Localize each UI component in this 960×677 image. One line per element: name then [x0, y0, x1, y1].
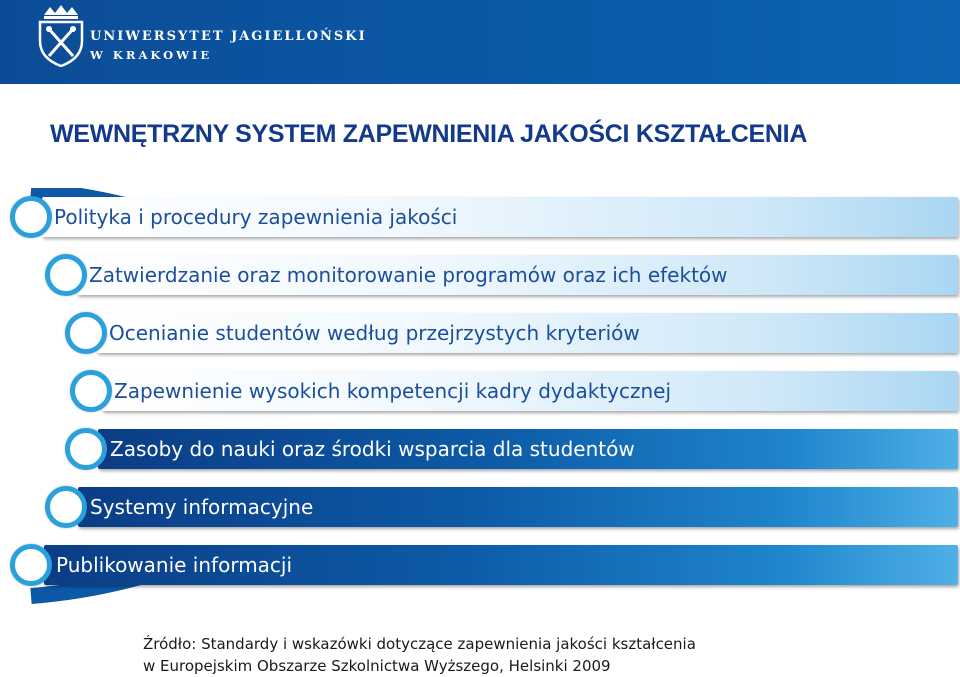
- list-item: [97, 313, 958, 353]
- list-item: [102, 371, 958, 411]
- bullet-circle-icon: [45, 254, 87, 296]
- source-line2: w Europejskim Obszarze Szkolnictwa Wyższego, Helsinki 2009: [143, 657, 611, 675]
- bullet-circle-icon: [45, 486, 87, 528]
- list-item: [77, 255, 958, 295]
- university-name-line1: UNIWERSYTET JAGIELLOŃSKI: [90, 29, 367, 44]
- list-item-label: Zatwierdzanie oraz monitorowanie programów oraz ich efektów: [89, 263, 728, 287]
- bullet-circle-icon: [65, 428, 107, 470]
- bullet-circle-icon: [10, 196, 52, 238]
- list-item-label: Zasoby do nauki oraz środki wsparcia dla studentów: [110, 437, 635, 461]
- list-item-label: Publikowanie informacji: [56, 553, 293, 577]
- list-item: [42, 197, 958, 237]
- list-item-label: Zapewnienie wysokich kompetencji kadry dydaktycznej: [114, 379, 672, 403]
- page-title: WEWNĘTRZNY SYSTEM ZAPEWNIENIA JAKOŚCI KSZTAŁCENIA: [50, 120, 808, 148]
- bullet-circle-icon: [70, 370, 112, 412]
- university-name-line2: W KRAKOWIE: [90, 48, 213, 62]
- header-banner: [0, 0, 960, 84]
- university-crest-icon: [36, 5, 86, 67]
- bullet-circle-icon: [65, 312, 107, 354]
- list-item: [98, 429, 958, 469]
- list-item: [44, 545, 958, 585]
- list-item-label: Polityka i procedury zapewnienia jakości: [54, 205, 458, 229]
- list-item: [78, 487, 958, 527]
- list-item-label: Systemy informacyjne: [90, 495, 314, 519]
- bullet-circle-icon: [10, 544, 52, 586]
- source-note: [143, 633, 696, 677]
- university-name: [90, 28, 367, 64]
- source-line1: Źródło: Standardy i wskazówki dotyczące zapewnienia jakości kształcenia: [143, 635, 696, 653]
- list-item-label: Ocenianie studentów według przejrzystych kryteriów: [109, 321, 640, 345]
